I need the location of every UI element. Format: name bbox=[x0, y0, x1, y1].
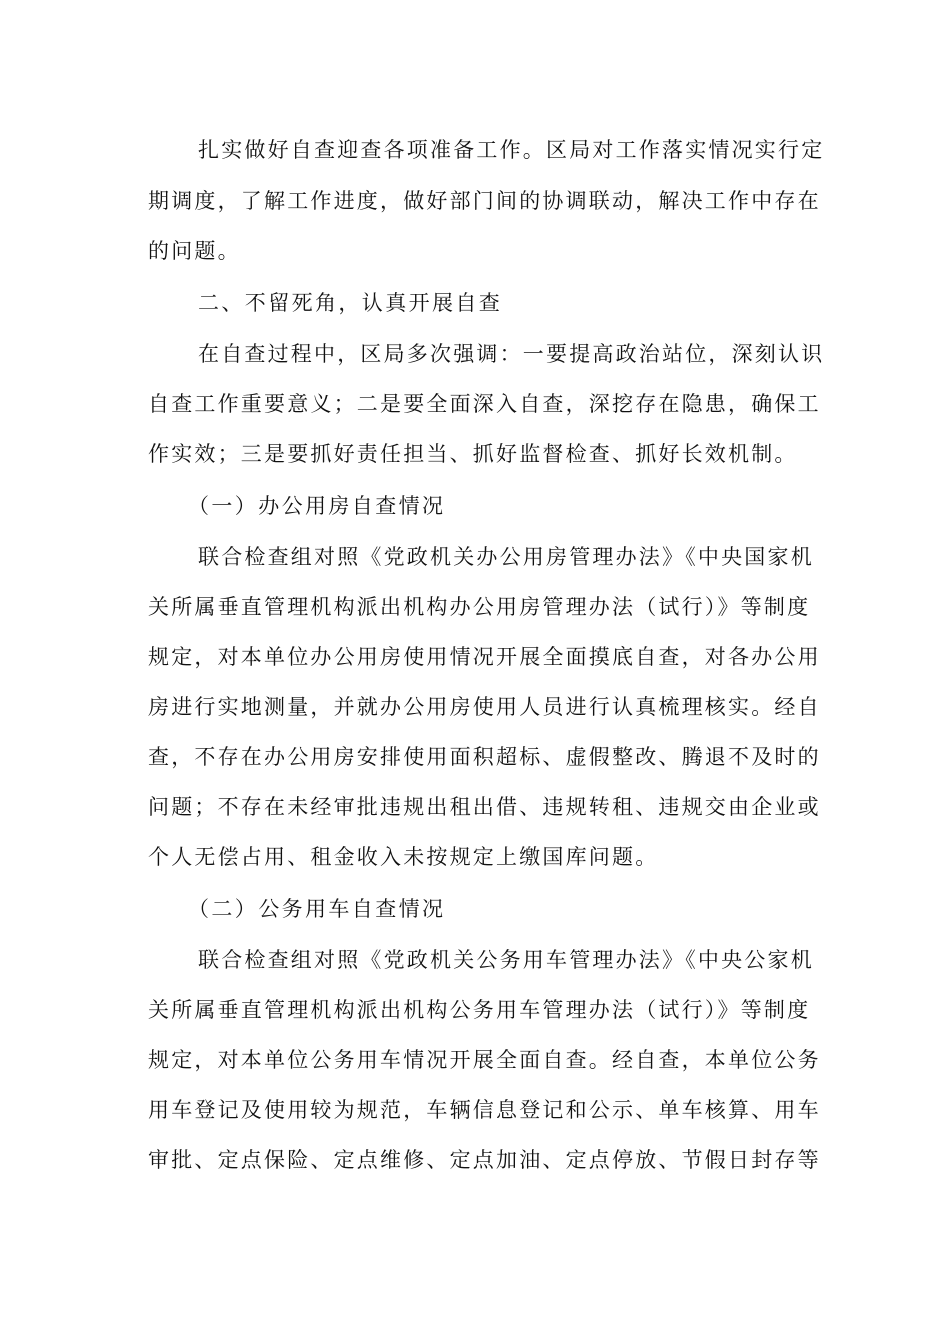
section-2-heading: 二、不留死角，认真开展自查 bbox=[198, 291, 503, 315]
paragraph-1-line-3: 的问题。 bbox=[148, 239, 241, 263]
paragraph-4-line-3: 规定，对本单位公务用车情况开展全面自查。经自查，本单位公务 bbox=[148, 1048, 821, 1072]
paragraph-3-line-2: 关所属垂直管理机构派出机构办公用房管理办法（试行）》等制度 bbox=[148, 595, 811, 619]
paragraph-1-line-1: 扎实做好自查迎查各项准备工作。区局对工作落实情况实行定 bbox=[198, 138, 825, 162]
paragraph-2-line-1: 在自查过程中，区局多次强调：一要提高政治站位，深刻认识 bbox=[198, 342, 825, 366]
paragraph-1-line-2: 期调度，了解工作进度，做好部门间的协调联动，解决工作中存在 bbox=[148, 189, 821, 213]
paragraph-2-line-2: 自查工作重要意义；二是要全面深入自查，深挖存在隐患，确保工 bbox=[148, 392, 821, 416]
paragraph-4-line-4: 用车登记及使用较为规范，车辆信息登记和公示、单车核算、用车 bbox=[148, 1098, 821, 1122]
paragraph-3-line-1: 联合检查组对照《党政机关办公用房管理办法》《中央国家机 bbox=[198, 545, 814, 569]
paragraph-3-line-7: 个人无偿占用、租金收入未按规定上缴国库问题。 bbox=[148, 845, 659, 869]
subsection-2-heading: （二）公务用车自查情况 bbox=[188, 897, 446, 921]
paragraph-3-line-4: 房进行实地测量，并就办公用房使用人员进行认真梳理核实。经自 bbox=[148, 695, 821, 719]
paragraph-3-line-6: 问题；不存在未经审批违规出租出借、违规转租、违规交由企业或 bbox=[148, 795, 821, 819]
paragraph-3-line-5: 查，不存在办公用房安排使用面积超标、虚假整改、腾退不及时的 bbox=[148, 745, 821, 769]
paragraph-2-line-3: 作实效；三是要抓好责任担当、抓好监督检查、抓好长效机制。 bbox=[148, 442, 798, 466]
paragraph-4-line-2: 关所属垂直管理机构派出机构公务用车管理办法（试行）》等制度 bbox=[148, 998, 811, 1022]
paragraph-4-line-1: 联合检查组对照《党政机关公务用车管理办法》《中央公家机 bbox=[198, 948, 814, 972]
paragraph-4-line-5: 审批、定点保险、定点维修、定点加油、定点停放、节假日封存等 bbox=[148, 1148, 821, 1172]
subsection-1-heading: （一）办公用房自查情况 bbox=[188, 494, 446, 518]
paragraph-3-line-3: 规定，对本单位办公用房使用情况开展全面摸底自查，对各办公用 bbox=[148, 645, 821, 669]
